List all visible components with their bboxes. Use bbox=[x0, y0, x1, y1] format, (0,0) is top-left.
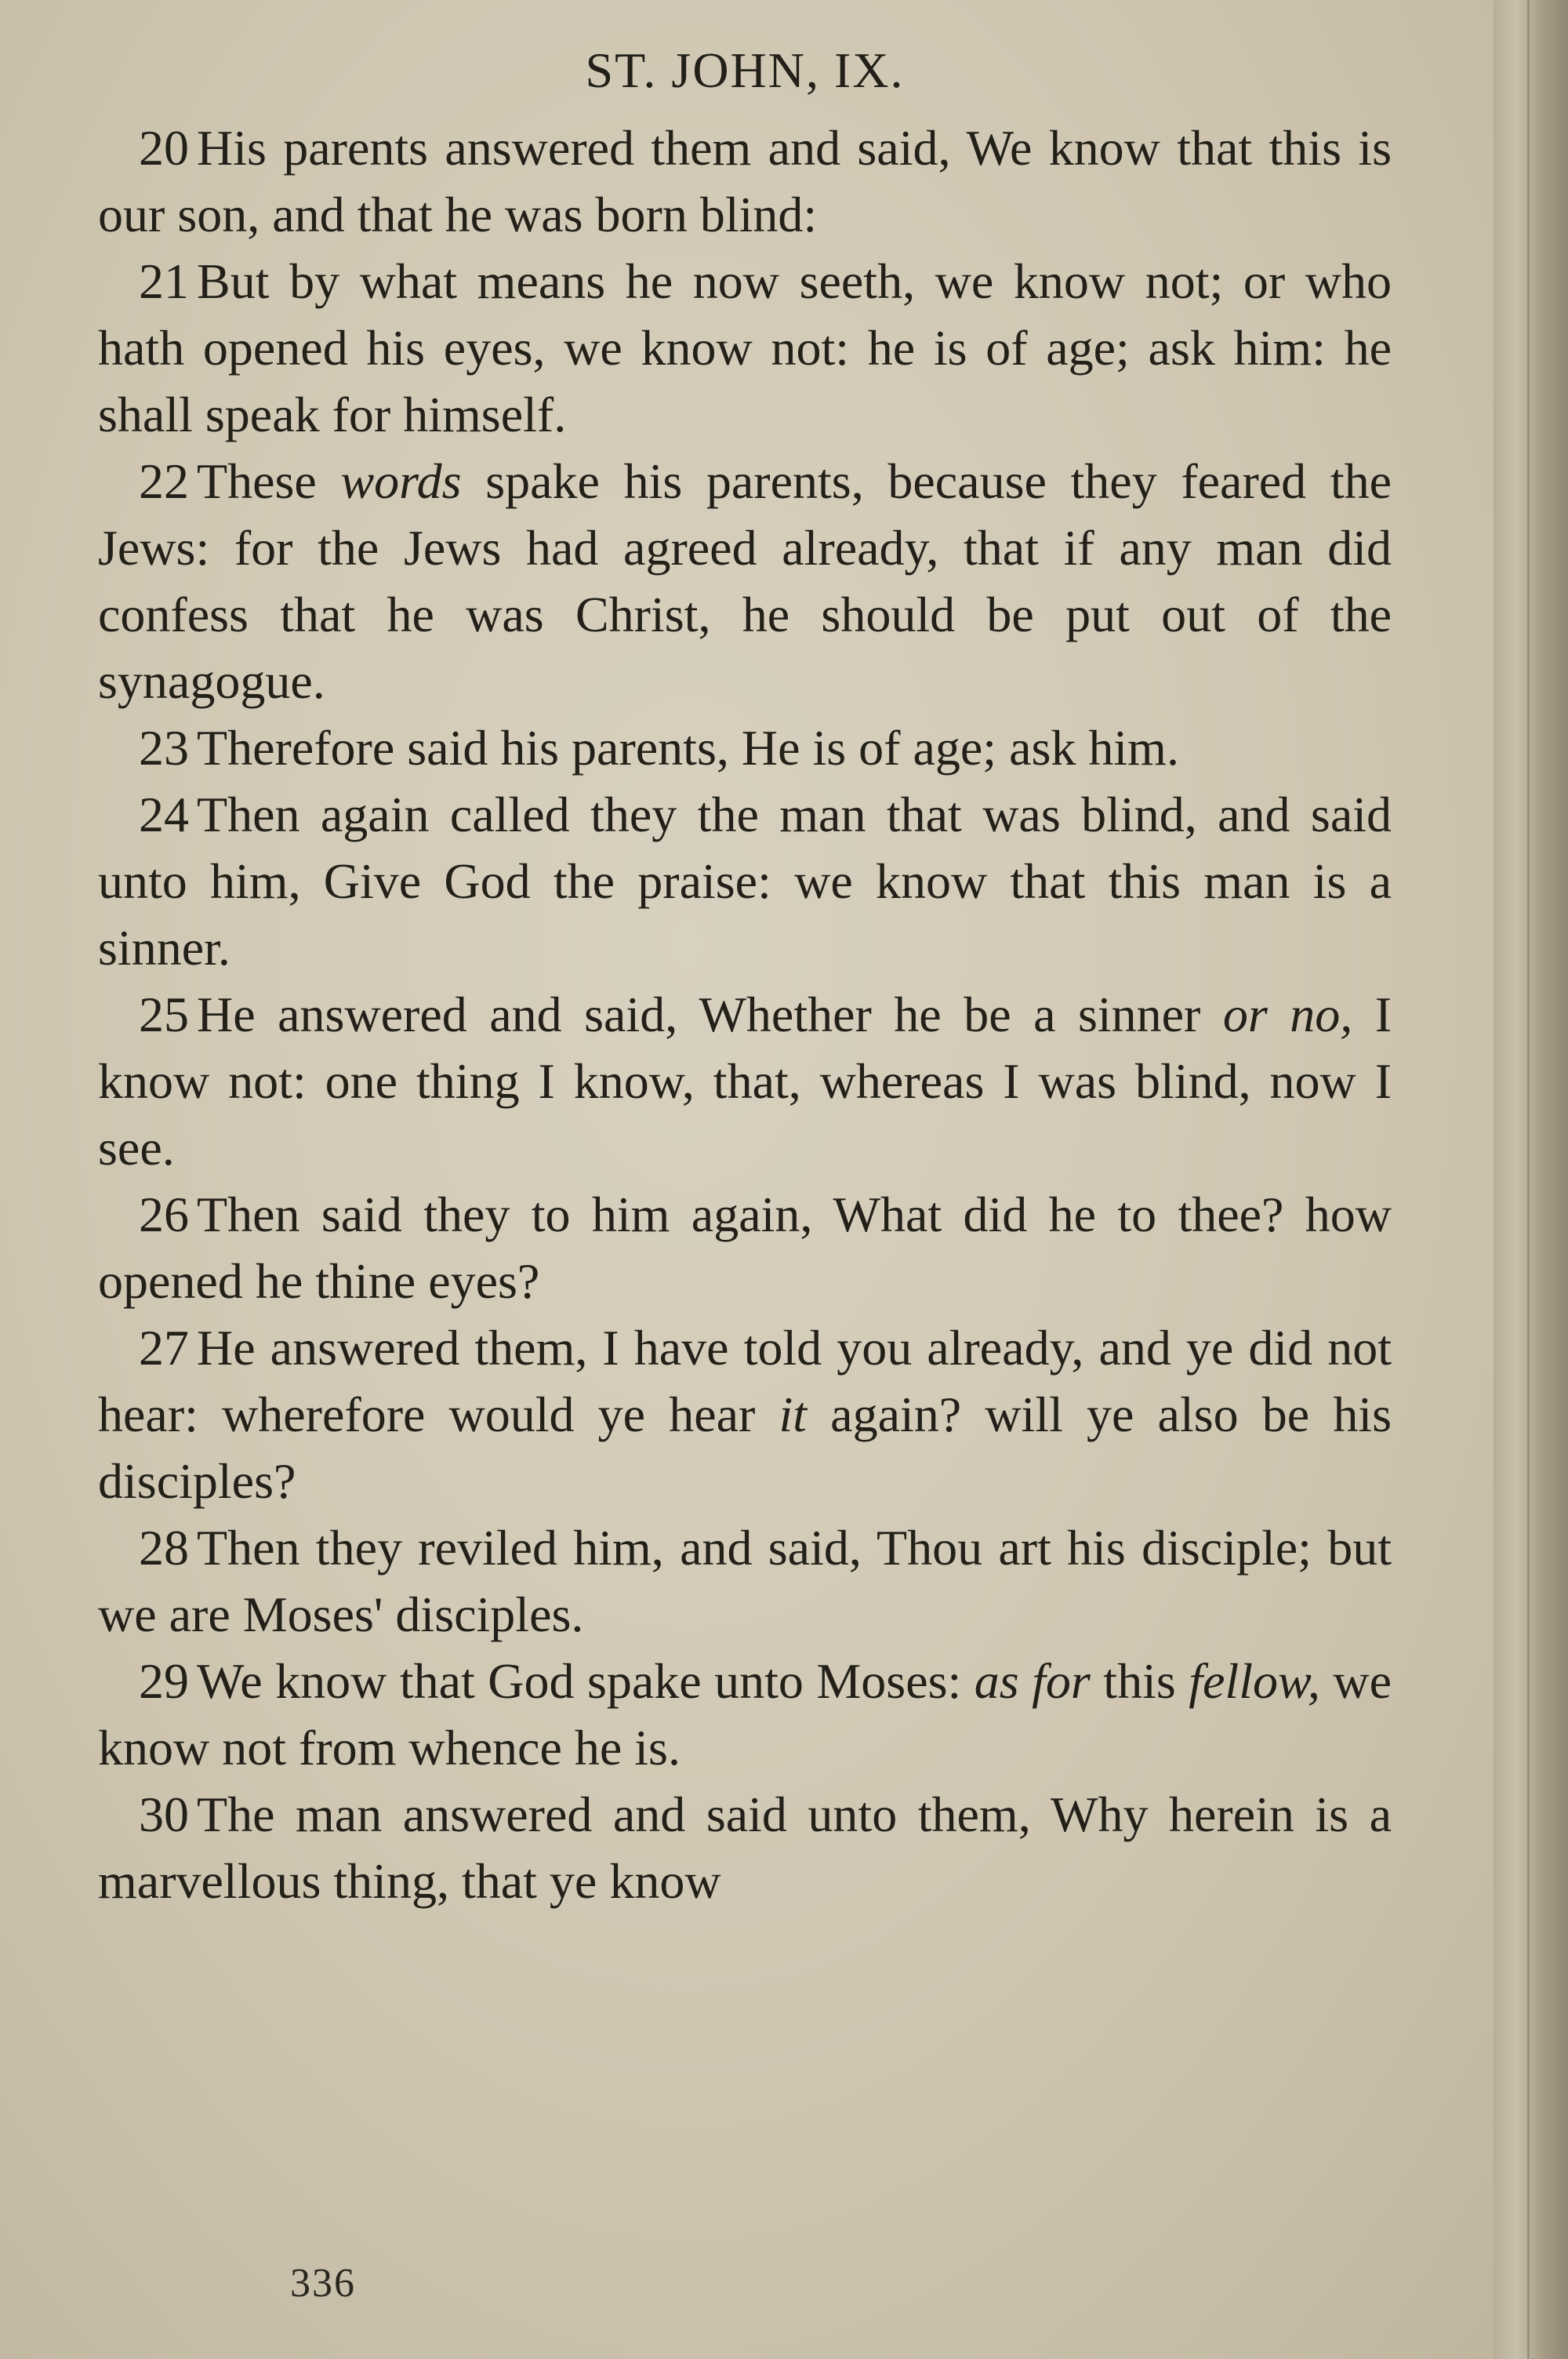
verse-number: 20 bbox=[139, 120, 189, 176]
verse-21 bbox=[98, 248, 1392, 448]
verse-text: this bbox=[1090, 1653, 1189, 1709]
verse-text: But by what means he now seeth, we know not; or who hath opened his eyes, we know not: he is of age; ask him: he shall speak for himself. bbox=[98, 253, 1392, 442]
verse-30 bbox=[98, 1781, 1392, 1914]
verse-25 bbox=[98, 981, 1392, 1181]
verse-text: spake his parents, because they feared the Jews: for the Jews had agreed already, that if any man did confess that he was Christ, he should be put out of the synagogue. bbox=[98, 453, 1392, 709]
verse-number: 26 bbox=[139, 1187, 189, 1242]
verse-27 bbox=[98, 1314, 1392, 1514]
verse-italic: or no, bbox=[1222, 987, 1353, 1042]
verse-text: Then again called they the man that was blind, and said unto him, Give God the praise: we know that this man is a sinner. bbox=[98, 787, 1392, 976]
verse-italic: fellow, bbox=[1189, 1653, 1320, 1709]
verse-text: The man answered and said unto them, Why herein is a marvellous thing, that ye know bbox=[98, 1787, 1392, 1909]
page-number: 336 bbox=[290, 2261, 356, 2306]
verse-text: He answered them, I have told you already, and ye did not hear: wherefore would ye hear bbox=[98, 1320, 1392, 1442]
verse-text: We know that God spake unto Moses: bbox=[197, 1653, 975, 1709]
verse-number: 22 bbox=[139, 453, 189, 509]
verse-text: He answered and said, Whether he be a sinner bbox=[197, 987, 1223, 1042]
verse-24 bbox=[98, 781, 1392, 981]
verse-26 bbox=[98, 1181, 1392, 1314]
verse-text: Therefore said his parents, He is of age; ask him. bbox=[197, 720, 1179, 776]
verse-text: These bbox=[197, 453, 341, 509]
gutter-edge bbox=[1527, 0, 1530, 2359]
verse-text: I know not: one thing I know, that, whereas I was blind, now I see. bbox=[98, 987, 1392, 1176]
verse-italic: words bbox=[340, 453, 462, 509]
verse-text: Then they reviled him, and said, Thou art his disciple; but we are Moses' disciples. bbox=[98, 1520, 1392, 1642]
verse-number: 21 bbox=[139, 253, 189, 309]
verse-number: 29 bbox=[139, 1653, 189, 1709]
verse-text: again? will ye also be his disciples? bbox=[98, 1387, 1392, 1509]
verse-text: we know not from whence he is. bbox=[98, 1653, 1392, 1776]
running-head: ST. JOHN, IX. bbox=[585, 42, 905, 98]
verse-22 bbox=[98, 448, 1392, 714]
verse-29 bbox=[98, 1648, 1392, 1781]
verse-number: 27 bbox=[139, 1320, 189, 1376]
verse-number: 25 bbox=[139, 987, 189, 1042]
verse-23 bbox=[98, 714, 1392, 781]
verse-italic: as for bbox=[974, 1653, 1091, 1709]
verse-20 bbox=[98, 114, 1392, 248]
page-gutter bbox=[1494, 0, 1568, 2359]
verse-28 bbox=[98, 1514, 1392, 1648]
verse-italic: it bbox=[779, 1387, 808, 1442]
verse-number: 30 bbox=[139, 1787, 189, 1842]
verse-number: 24 bbox=[139, 787, 189, 842]
verse-text: His parents answered them and said, We know that this is our son, and that he was born blind: bbox=[98, 120, 1392, 242]
verse-number: 28 bbox=[139, 1520, 189, 1576]
page-text bbox=[98, 31, 1392, 1914]
verse-number: 23 bbox=[139, 720, 189, 776]
verse-text: Then said they to him again, What did he to thee? how opened he thine eyes? bbox=[98, 1187, 1392, 1309]
